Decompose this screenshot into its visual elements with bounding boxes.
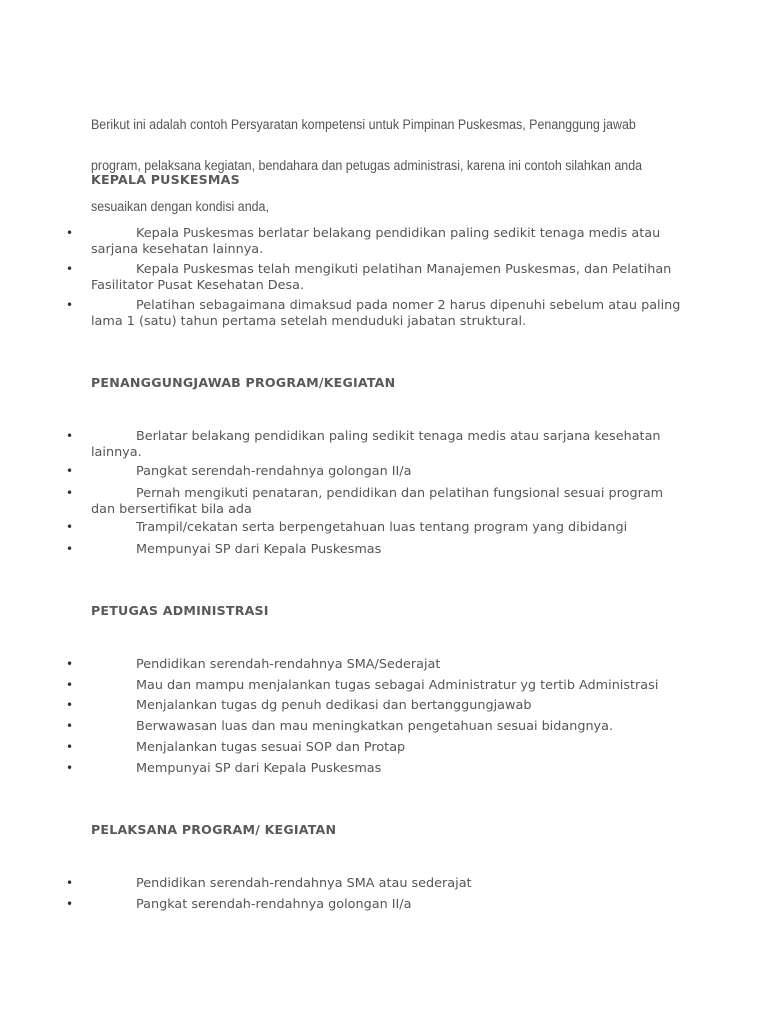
item-text-line: sarjana kesehatan lainnya. xyxy=(91,241,264,257)
item-text-line: Mempunyai SP dari Kepala Puskesmas xyxy=(136,542,382,557)
section-heading-penanggungjawab: PENANGGUNGJAWAB PROGRAM/KEGIATAN xyxy=(91,375,396,390)
bullet: • xyxy=(66,429,74,443)
bullet: • xyxy=(66,486,74,500)
bullet: • xyxy=(66,678,74,692)
intro-line: program, pelaksana kegiatan, bendahara dan petugas administrasi, karena ini contoh silahkan anda xyxy=(91,157,643,173)
item-text-line: Kepala Puskesmas berlatar belakang pendidikan paling sedikit tenaga medis atau xyxy=(136,226,661,241)
bullet: • xyxy=(66,719,74,733)
item-text-line: Mempunyai SP dari Kepala Puskesmas xyxy=(136,761,382,776)
item-text-line: Menjalankan tugas dg penuh dedikasi dan bertanggungjawab xyxy=(136,698,532,713)
item-text-line: Menjalankan tugas sesuai SOP dan Protap xyxy=(136,740,406,755)
item-text-line: Berlatar belakang pendidikan paling sedikit tenaga medis atau sarjana kesehatan xyxy=(136,429,661,444)
item-text-line: Pendidikan serendah-rendahnya SMA atau sederajat xyxy=(136,876,472,891)
intro-paragraph xyxy=(91,94,643,238)
bullet: • xyxy=(66,897,74,911)
section-heading-pelaksana-program: PELAKSANA PROGRAM/ KEGIATAN xyxy=(91,822,337,837)
bullet: • xyxy=(66,262,74,276)
intro-line: Berikut ini adalah contoh Persyaratan kompetensi untuk Pimpinan Puskesmas, Penanggung jawab xyxy=(91,116,636,132)
item-text-line: Pangkat serendah-rendahnya golongan II/a xyxy=(136,464,412,479)
item-text-line: dan bersertifikat bila ada xyxy=(91,501,252,517)
item-text-line: Kepala Puskesmas telah mengikuti pelatihan Manajemen Puskesmas, dan Pelatihan xyxy=(136,262,672,277)
item-text-line: lainnya. xyxy=(91,444,142,460)
item-text-line: Pernah mengikuti penataran, pendidikan dan pelatihan fungsional sesuai program xyxy=(136,486,664,501)
bullet: • xyxy=(66,226,74,240)
item-text-line: Trampil/cekatan serta berpengetahuan luas tentang program yang dibidangi xyxy=(136,520,628,535)
bullet: • xyxy=(66,698,74,712)
bullet: • xyxy=(66,761,74,775)
bullet: • xyxy=(66,876,74,890)
item-text-line: Mau dan mampu menjalankan tugas sebagai Administratur yg tertib Administrasi xyxy=(136,678,659,693)
bullet: • xyxy=(66,542,74,556)
item-text-line: Pangkat serendah-rendahnya golongan II/a xyxy=(136,897,412,912)
bullet: • xyxy=(66,520,74,534)
item-text-line: Pendidikan serendah-rendahnya SMA/Sederajat xyxy=(136,657,441,672)
item-text-line: Berwawasan luas dan mau meningkatkan pengetahuan sesuai bidangnya. xyxy=(136,719,614,734)
intro-line: sesuaikan dengan kondisi anda, xyxy=(91,198,269,214)
section-heading-kepala-puskesmas: KEPALA PUSKESMAS xyxy=(91,172,240,187)
section-heading-petugas-administrasi: PETUGAS ADMINISTRASI xyxy=(91,603,269,618)
item-text-line: Fasilitator Pusat Kesehatan Desa. xyxy=(91,277,305,293)
bullet: • xyxy=(66,740,74,754)
bullet: • xyxy=(66,464,74,478)
item-text-line: lama 1 (satu) tahun pertama setelah menduduki jabatan struktural. xyxy=(91,313,527,329)
bullet: • xyxy=(66,657,74,671)
item-text-line: Pelatihan sebagaimana dimaksud pada nomer 2 harus dipenuhi sebelum atau paling xyxy=(136,298,681,313)
bullet: • xyxy=(66,298,74,312)
